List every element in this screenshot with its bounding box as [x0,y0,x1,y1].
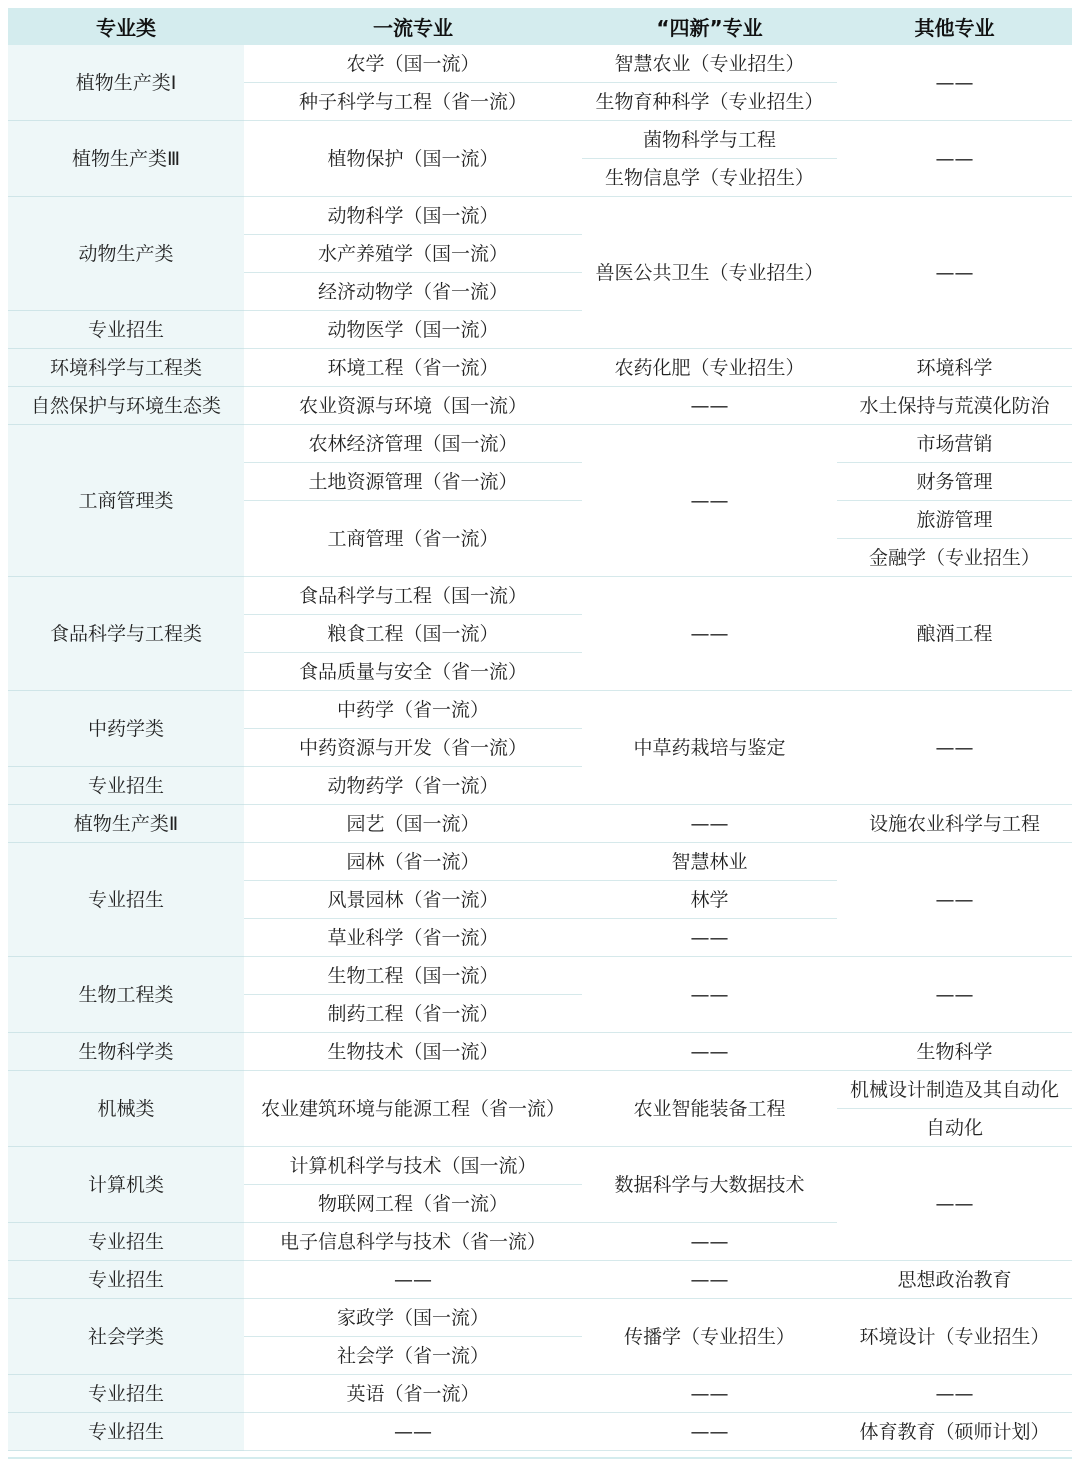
other-cell: 自动化 [837,1109,1072,1147]
first-class-cell: 水产养殖学（国一流） [244,235,582,273]
table-row [8,843,1072,881]
first-class-cell: 动物科学（国一流） [244,197,582,235]
first-class-cell: 农林经济管理（国一流） [244,425,582,463]
category-cell: 生物科学类 [8,1033,244,1071]
four-new-cell: 传播学（专业招生） [582,1299,837,1375]
table-header-row [8,8,1072,45]
four-new-cell: —— [582,1261,837,1299]
first-class-cell: 种子科学与工程（省一流） [244,83,582,121]
first-class-cell: 社会学（省一流） [244,1337,582,1375]
header-other: 其他专业 [837,8,1072,45]
four-new-cell: 生物育种科学（专业招生） [582,83,837,121]
first-class-cell: 中药学（省一流） [244,691,582,729]
category-cell: 中药学类 [8,691,244,767]
table-row [8,121,1072,159]
first-class-cell: 农业建筑环境与能源工程（省一流） [244,1071,582,1147]
other-cell: 思想政治教育 [837,1261,1072,1299]
first-class-cell: 经济动物学（省一流） [244,273,582,311]
header-four-new: “四新”专业 [582,8,837,45]
four-new-cell: 菌物科学与工程 [582,121,837,159]
table-row [8,349,1072,387]
table-row [8,1147,1072,1185]
four-new-cell: 中草药栽培与鉴定 [582,691,837,805]
table-row [8,425,1072,463]
category-cell: 专业招生 [8,1413,244,1451]
first-class-cell: 风景园林（省一流） [244,881,582,919]
first-class-cell: 家政学（国一流） [244,1299,582,1337]
majors-table-container [8,8,1072,1451]
table-row [8,387,1072,425]
other-cell: —— [837,957,1072,1033]
first-class-cell: 动物医学（国一流） [244,311,582,349]
category-cell: 计算机类 [8,1147,244,1223]
other-cell: 酿酒工程 [837,577,1072,691]
first-class-cell: 园艺（国一流） [244,805,582,843]
first-class-cell: 草业科学（省一流） [244,919,582,957]
other-cell: —— [837,691,1072,805]
category-cell: 机械类 [8,1071,244,1147]
category-cell: 环境科学与工程类 [8,349,244,387]
category-cell: 社会学类 [8,1299,244,1375]
table-row [8,1413,1072,1451]
other-cell: —— [837,1375,1072,1413]
first-class-cell: 制药工程（省一流） [244,995,582,1033]
first-class-cell: 粮食工程（国一流） [244,615,582,653]
four-new-cell: —— [582,805,837,843]
first-class-cell: 工商管理（省一流） [244,501,582,577]
first-class-cell: 植物保护（国一流） [244,121,582,197]
category-cell: 植物生产类Ⅰ [8,45,244,121]
other-cell: —— [837,843,1072,957]
first-class-cell: 土地资源管理（省一流） [244,463,582,501]
first-class-cell: 英语（省一流） [244,1375,582,1413]
category-cell: 生物工程类 [8,957,244,1033]
four-new-cell: 农业智能装备工程 [582,1071,837,1147]
header-category: 专业类 [8,8,244,45]
first-class-cell: —— [244,1413,582,1451]
table-bottom-border [8,1457,1072,1459]
first-class-cell: 动物药学（省一流） [244,767,582,805]
first-class-cell: 物联网工程（省一流） [244,1185,582,1223]
first-class-cell: 园林（省一流） [244,843,582,881]
four-new-cell: —— [582,425,837,577]
table-row [8,1071,1072,1109]
four-new-cell: 兽医公共卫生（专业招生） [582,197,837,349]
category-cell: 自然保护与环境生态类 [8,387,244,425]
table-row [8,1033,1072,1071]
first-class-cell: 食品科学与工程（国一流） [244,577,582,615]
four-new-cell: —— [582,1375,837,1413]
first-class-cell: 生物工程（国一流） [244,957,582,995]
category-cell: 专业招生 [8,1223,244,1261]
other-cell: 机械设计制造及其自动化 [837,1071,1072,1109]
first-class-cell: 农学（国一流） [244,45,582,83]
category-cell: 植物生产类Ⅱ [8,805,244,843]
table-row [8,1375,1072,1413]
category-cell: 专业招生 [8,1261,244,1299]
majors-table [8,8,1072,1451]
four-new-cell: —— [582,957,837,1033]
four-new-cell: —— [582,1033,837,1071]
other-cell: —— [837,45,1072,121]
category-cell: 动物生产类 [8,197,244,311]
other-cell: 生物科学 [837,1033,1072,1071]
four-new-cell: —— [582,577,837,691]
category-cell: 专业招生 [8,1375,244,1413]
other-cell: 旅游管理 [837,501,1072,539]
category-cell: 专业招生 [8,843,244,957]
category-cell: 工商管理类 [8,425,244,577]
other-cell: 环境设计（专业招生） [837,1299,1072,1375]
other-cell: 设施农业科学与工程 [837,805,1072,843]
four-new-cell: 生物信息学（专业招生） [582,159,837,197]
four-new-cell: —— [582,1223,837,1261]
other-cell: 市场营销 [837,425,1072,463]
other-cell: 环境科学 [837,349,1072,387]
first-class-cell: 中药资源与开发（省一流） [244,729,582,767]
other-cell: —— [837,197,1072,349]
four-new-cell: —— [582,387,837,425]
table-row [8,691,1072,729]
four-new-cell: 农药化肥（专业招生） [582,349,837,387]
header-first-class: 一流专业 [244,8,582,45]
four-new-cell: 林学 [582,881,837,919]
table-row [8,1261,1072,1299]
first-class-cell: 电子信息科学与技术（省一流） [244,1223,582,1261]
category-cell: 专业招生 [8,311,244,349]
table-row [8,1299,1072,1337]
first-class-cell: 计算机科学与技术（国一流） [244,1147,582,1185]
four-new-cell: —— [582,919,837,957]
other-cell: 体育教育（硕师计划） [837,1413,1072,1451]
table-row [8,197,1072,235]
first-class-cell: 农业资源与环境（国一流） [244,387,582,425]
four-new-cell: 智慧林业 [582,843,837,881]
other-cell: 财务管理 [837,463,1072,501]
first-class-cell: —— [244,1261,582,1299]
table-row [8,577,1072,615]
table-row [8,957,1072,995]
first-class-cell: 食品质量与安全（省一流） [244,653,582,691]
other-cell: —— [837,121,1072,197]
four-new-cell: —— [582,1413,837,1451]
other-cell: 金融学（专业招生） [837,539,1072,577]
first-class-cell: 生物技术（国一流） [244,1033,582,1071]
category-cell: 专业招生 [8,767,244,805]
table-row [8,45,1072,83]
category-cell: 植物生产类Ⅲ [8,121,244,197]
table-row [8,805,1072,843]
other-cell: —— [837,1147,1072,1261]
four-new-cell: 数据科学与大数据技术 [582,1147,837,1223]
first-class-cell: 环境工程（省一流） [244,349,582,387]
category-cell: 食品科学与工程类 [8,577,244,691]
four-new-cell: 智慧农业（专业招生） [582,45,837,83]
other-cell: 水土保持与荒漠化防治 [837,387,1072,425]
